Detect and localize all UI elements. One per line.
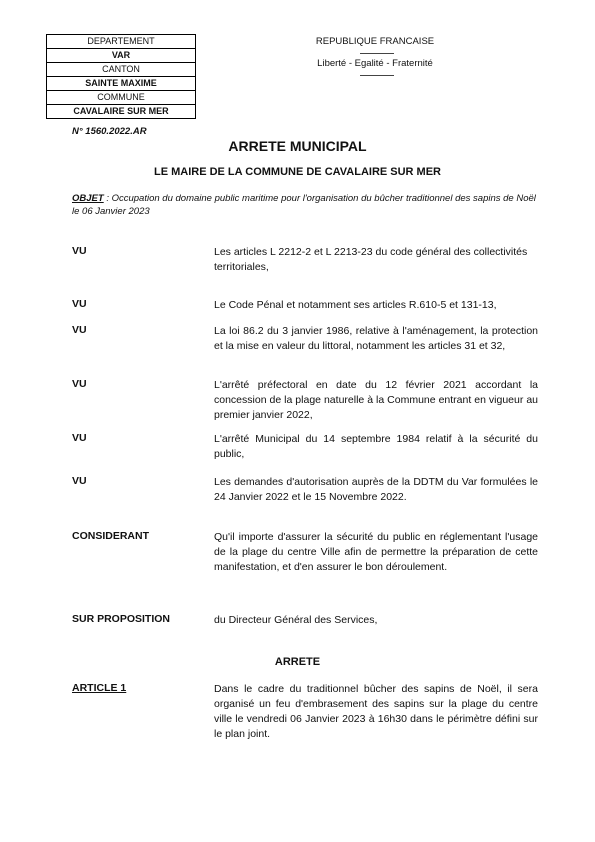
clause-text: L'arrêté Municipal du 14 septembre 1984 relatif à la sécurité du public, [214, 433, 538, 460]
clause-text: Le Code Pénal et notamment ses articles R.610-5 et 131-13, [214, 299, 497, 311]
article-1-text: Dans le cadre du traditionnel bûcher des sapins de Noël, il sera organisé un feu d'embrasement des sapins sur la plage du centre ville le vendredi 06 Janvier 2023 à 16h30 dans le périmètre défini sur le plan joint. [214, 683, 538, 740]
document-title: ARRETE MUNICIPAL [228, 138, 367, 154]
separator-line [360, 53, 394, 54]
proposition-label: SUR PROPOSITION [72, 613, 171, 625]
objet-paragraph [72, 192, 542, 218]
considerant-label: CONSIDERANT [72, 530, 150, 542]
clause-text: L'arrêté préfectoral en date du 12 février 2021 accordant la concession de la plage naturelle à la Commune entrant en vigueur au premier janvier 2022, [214, 379, 538, 421]
header-departement-label: DEPARTEMENT [47, 35, 195, 49]
clause-label: VU [72, 324, 87, 336]
header-canton-value: SAINTE MAXIME [47, 77, 195, 91]
header-departement-value: VAR [47, 49, 195, 63]
proposition-text: du Directeur Général des Services, [214, 614, 378, 626]
considerant-text: Qu'il importe d'assurer la sécurité du public en réglementant l'usage de la plage du centre Ville afin de permettre la préparation de cette manifestation, et d'en assurer le bon déroulement. [214, 531, 538, 573]
clause-text: Les articles L 2212-2 et L 2213-23 du code général des collectivités territoriales, [214, 246, 528, 273]
reference-number: N° 1560.2022.AR [72, 126, 147, 137]
header-box [46, 34, 196, 119]
clause-label: VU [72, 245, 87, 257]
objet-text: : Occupation du domaine public maritime pour l'organisation du bûcher traditionnel des sapins de Noël le 06 Janvier 2023 [72, 193, 536, 217]
header-commune-label: COMMUNE [47, 91, 195, 105]
motto: Liberté - Egalité - Fraternité [317, 58, 433, 69]
header-commune-value: CAVALAIRE SUR MER [73, 106, 169, 116]
clause-text: Les demandes d'autorisation auprès de la DDTM du Var formulées le 24 Janvier 2022 et le 15 Novembre 2022. [214, 476, 538, 503]
document-subtitle: LE MAIRE DE LA COMMUNE DE CAVALAIRE SUR MER [153, 166, 442, 178]
article-1-label: ARTICLE 1 [72, 682, 127, 694]
arrete-heading: ARRETE [274, 656, 321, 668]
header-canton-label: CANTON [47, 63, 195, 77]
clause-label: VU [72, 475, 87, 487]
clause-text: La loi 86.2 du 3 janvier 1986, relative à l'aménagement, la protection et la mise en valeur du littoral, notamment les articles 31 et 32, [214, 325, 538, 352]
clause-label: VU [72, 378, 87, 390]
clause-label: VU [72, 432, 87, 444]
clause-label: VU [72, 298, 87, 310]
objet-label: OBJET [72, 193, 104, 204]
republic-heading: REPUBLIQUE FRANCAISE [315, 36, 435, 47]
separator-line [360, 75, 394, 76]
